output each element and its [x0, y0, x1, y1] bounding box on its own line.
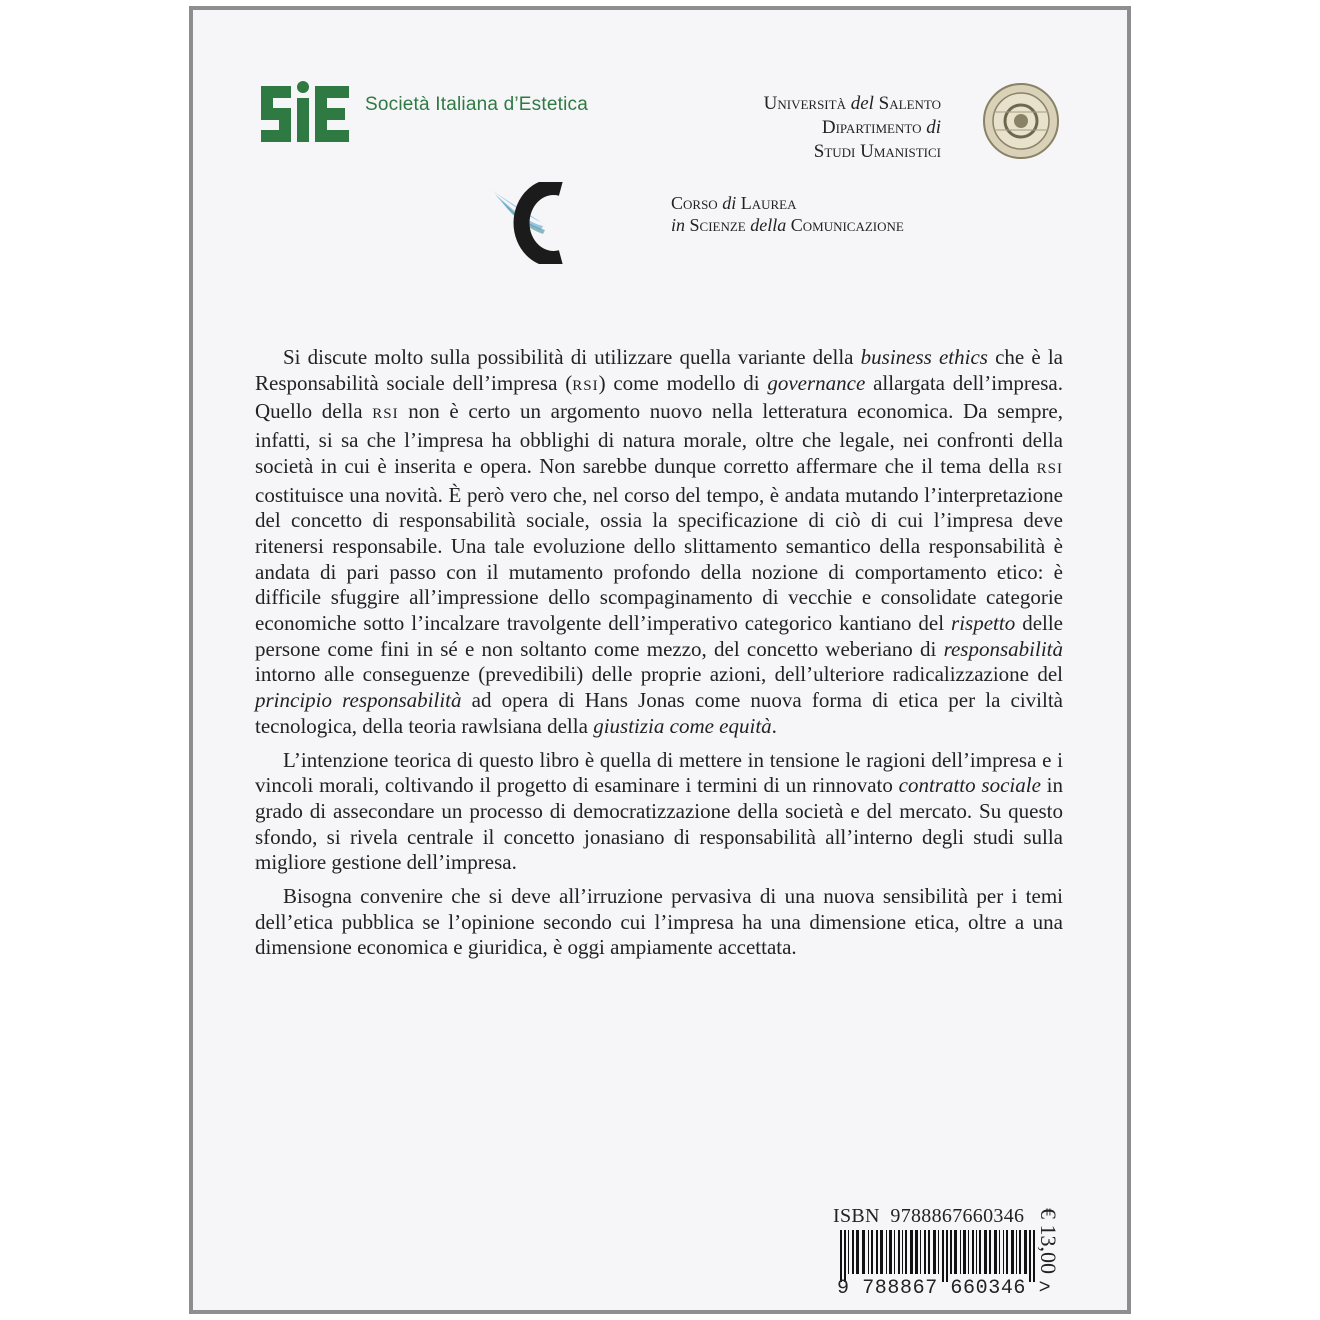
barcode-digits: 9 788867 660346 > [837, 1277, 1052, 1300]
barcode-bar [886, 1230, 887, 1274]
barcode-bar [1006, 1230, 1008, 1274]
barcode-bar [894, 1230, 895, 1274]
barcode-bar [963, 1230, 966, 1274]
barcode-bar [1029, 1230, 1031, 1282]
barcode-bar [1011, 1230, 1014, 1274]
barcode-bar [950, 1230, 952, 1274]
barcode-bar [979, 1230, 981, 1274]
barcode-bar [868, 1230, 869, 1274]
corso-word: Laurea [740, 193, 797, 213]
barcode-bar [946, 1230, 948, 1282]
paragraph-1: Si discute molto sulla possibilità di utilizzare quella variante della business ethics che è la Responsabilità sociale dell’impresa (RSI) come modello di governance allargata dell’impresa. Quello della RSI non è certo un argomento nuovo nella letteratura economica. Da sempre, infatti, si sa che l’impresa ha obblighi di natura morale, oltre che legale, nei confronti della società in cui è inserita e opera. Non sarebbe dunque corretto affermare che il tema della RSI costituisce una novità. È però vero che, nel corso del tempo, è andata mutando l’interpretazione del concetto di responsabilità sociale, ossia la specificazione di ciò di cui l’impresa deve ritenersi responsabile. Una tale evoluzione dello slittamento semantico della responsabilità è andata di pari passo con il mutamento profondo della nozione di comportamento etico: è difficile sfuggire all’impressione dello scompaginamento di vecchie e consolidate categorie economiche sotto l’incalzare travolgente dell’imperativo categorico kantiano del rispetto delle persone come fini in sé e non soltanto come mezzo, del concetto weberiano di responsabilità intorno alle conseguenze (prevedibili) delle proprie azioni, dell’ulteriore radicalizzazione del principio responsabilità ad opera di Hans Jonas come nuova forma di etica per la civiltà tecnologica, della teoria rawlsiana della giustizia come equità. [255, 345, 1064, 738]
barcode-bar [928, 1230, 930, 1274]
price: € 13,00 [1036, 1208, 1061, 1274]
barcode-bar [876, 1230, 878, 1274]
italic-run: contratto sociale [898, 773, 1041, 798]
department-name: Studi Umanistici [813, 141, 941, 162]
corso-block [671, 192, 904, 236]
barcode-bar [989, 1230, 991, 1274]
university-seal-icon [982, 82, 1060, 160]
barcode-bar [968, 1230, 969, 1274]
barcode-bar [999, 1230, 1000, 1274]
barcode-bar [902, 1230, 903, 1274]
department-word: Dipartimento [821, 117, 922, 138]
corso-word: Scienze [689, 215, 746, 235]
smallcaps-run: RSI [572, 377, 599, 394]
barcode-bar [880, 1230, 883, 1274]
corso-word: in [671, 215, 686, 235]
barcode-bar [933, 1230, 936, 1274]
barcode-bar [898, 1230, 900, 1274]
barcode-bar [960, 1230, 961, 1274]
italic-run: business ethics [860, 345, 988, 369]
barcode-bar [954, 1230, 957, 1274]
barcode-bar [1019, 1230, 1021, 1274]
barcode [836, 1230, 1046, 1282]
barcode-bar [871, 1230, 873, 1274]
isbn-line [833, 1205, 1024, 1228]
paragraph-3: Bisogna convenire che si deve all’irruzione pervasiva di una nuova sensibilità per i temi dell’etica pubblica se l’opinione secondo cui l’impresa ha una dimensione etica, oltre a una dimensione economica e giuridica, è oggi ampiamente accettata. [255, 884, 1063, 960]
barcode-bar [840, 1230, 842, 1282]
university-word: Università [763, 93, 846, 114]
barcode-bar [972, 1230, 974, 1274]
barcode-bar [938, 1230, 939, 1274]
barcode-bar [889, 1230, 892, 1274]
barcode-bar [844, 1230, 846, 1282]
corso-word: di [722, 193, 737, 213]
society-name: Società Italiana d’Estetica [365, 94, 588, 115]
italic-run: responsabilità [943, 636, 1063, 661]
barcode-bar [1016, 1230, 1017, 1274]
department-word: di [926, 117, 941, 138]
italic-run: principio responsabilità [255, 688, 462, 713]
barcode-bar [848, 1230, 849, 1274]
university-block [764, 92, 941, 164]
barcode-bar [984, 1230, 987, 1274]
italic-run: giustizia come equità [593, 713, 772, 738]
paragraph-2: L’intenzione teorica di questo libro è quella di mettere in tensione le ragioni dell’impresa e i vincoli morali, coltivando il progetto di esaminare i termini di un rinnovato contratto sociale in grado di assecondare un processo di democratizzazione della società e del mercato. Su questo sfondo, si rivela centrale il concetto jonasiano di responsabilità all’interno degli studi sulla migliore gestione dell’impresa. [255, 747, 1063, 875]
barcode-bar [1024, 1230, 1027, 1274]
smallcaps-run: RSI [372, 406, 399, 423]
corso-word: della [750, 215, 787, 235]
isbn-number: 9788867660346 [890, 1205, 1025, 1227]
book-back-cover [189, 6, 1131, 1314]
barcode-bar [852, 1230, 854, 1274]
university-word: del [850, 93, 874, 114]
smallcaps-run: RSI [1036, 460, 1063, 477]
corso-word: Corso [671, 193, 718, 213]
sie-logo [261, 80, 353, 148]
barcode-bar [976, 1230, 977, 1274]
isbn-label: ISBN [833, 1205, 880, 1227]
barcode-bar [905, 1230, 907, 1274]
corso-word: Comunicazione [790, 215, 904, 235]
barcode-bar [942, 1230, 944, 1282]
barcode-bar [862, 1230, 865, 1274]
university-word: Salento [878, 93, 941, 114]
italic-run: rispetto [951, 611, 1016, 636]
barcode-bar [915, 1230, 918, 1274]
barcode-bar [910, 1230, 913, 1274]
barcode-bar [994, 1230, 997, 1274]
barcode-bar [920, 1230, 921, 1274]
italic-run: governance [767, 370, 866, 395]
barcode-bar [924, 1230, 926, 1274]
barcode-bar [1003, 1230, 1004, 1274]
barcode-bar [856, 1230, 859, 1274]
blurb-text [255, 345, 1063, 969]
corso-logo [491, 182, 583, 264]
